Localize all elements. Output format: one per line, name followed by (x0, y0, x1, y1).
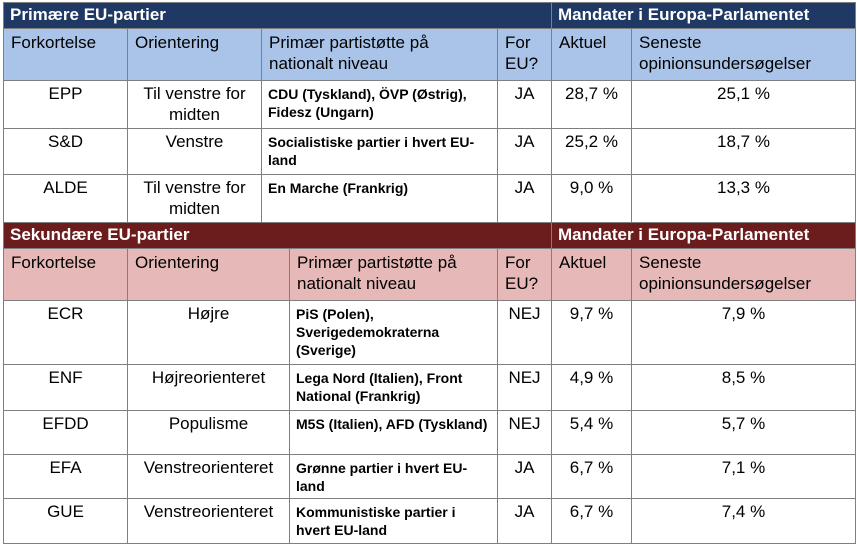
polls-cell: 5,7 % (632, 411, 856, 455)
support-cell: Kommunistiske partier i hvert EU-land (290, 499, 498, 544)
current-cell: 4,9 % (552, 365, 632, 411)
table-row (4, 129, 856, 175)
abbr-cell: S&D (4, 129, 128, 175)
current-cell: 9,7 % (552, 301, 632, 365)
table-row (4, 81, 856, 129)
current-cell: 5,4 % (552, 411, 632, 455)
abbr-cell: EPP (4, 81, 128, 129)
orientation-cell: Venstreorienteret (128, 499, 290, 544)
current-cell: 9,0 % (552, 175, 632, 223)
current-cell: 6,7 % (552, 499, 632, 544)
for-eu-cell: JA (498, 129, 552, 175)
header-abbr: Forkortelse (4, 249, 128, 301)
orientation-cell: Højreorienteret (128, 365, 290, 411)
polls-cell: 18,7 % (632, 129, 856, 175)
header-orientation: Orientering (128, 249, 290, 301)
abbr-cell: ENF (4, 365, 128, 411)
primary-title: Primære EU-partier (4, 3, 552, 29)
primary-title-bar (4, 3, 856, 29)
orientation-cell: Venstre (128, 129, 262, 175)
support-cell: Lega Nord (Italien), Front National (Frankrig) (290, 365, 498, 411)
abbr-cell: EFDD (4, 411, 128, 455)
primary-header-row (4, 29, 856, 81)
table-row (4, 175, 856, 223)
orientation-cell: Til venstre for midten (128, 81, 262, 129)
orientation-cell: Populisme (128, 411, 290, 455)
for-eu-cell: NEJ (498, 301, 552, 365)
for-eu-cell: JA (498, 499, 552, 544)
for-eu-cell: NEJ (498, 411, 552, 455)
header-for-eu: For EU? (498, 29, 552, 81)
current-cell: 6,7 % (552, 455, 632, 499)
support-cell: M5S (Italien), AFD (Tyskland) (290, 411, 498, 455)
abbr-cell: ALDE (4, 175, 128, 223)
abbr-cell: GUE (4, 499, 128, 544)
support-cell: Socialistiske partier i hvert EU-land (262, 129, 498, 175)
party-tables (3, 2, 855, 544)
header-for-eu: For EU? (498, 249, 552, 301)
for-eu-cell: JA (498, 455, 552, 499)
table-row (4, 411, 856, 455)
table-row (4, 301, 856, 365)
secondary-seats-title: Mandater i Europa-Parlamentet (552, 223, 856, 249)
current-cell: 25,2 % (552, 129, 632, 175)
primary-seats-title: Mandater i Europa-Parlamentet (552, 3, 856, 29)
header-current: Aktuel (552, 29, 632, 81)
support-cell: CDU (Tyskland), ÖVP (Østrig), Fidesz (Ungarn) (262, 81, 498, 129)
current-cell: 28,7 % (552, 81, 632, 129)
for-eu-cell: NEJ (498, 365, 552, 411)
table-row (4, 499, 856, 544)
orientation-cell: Højre (128, 301, 290, 365)
header-support: Primær partistøtte på nationalt niveau (262, 29, 498, 81)
support-cell: PiS (Polen), Sverigedemokraterna (Sverige) (290, 301, 498, 365)
table-row (4, 365, 856, 411)
polls-cell: 25,1 % (632, 81, 856, 129)
for-eu-cell: JA (498, 175, 552, 223)
support-cell: Grønne partier i hvert EU-land (290, 455, 498, 499)
secondary-parties-table (3, 222, 856, 544)
table-row (4, 455, 856, 499)
header-support: Primær partistøtte på nationalt niveau (290, 249, 498, 301)
primary-parties-table (3, 2, 856, 223)
header-current: Aktuel (552, 249, 632, 301)
polls-cell: 7,9 % (632, 301, 856, 365)
polls-cell: 13,3 % (632, 175, 856, 223)
abbr-cell: ECR (4, 301, 128, 365)
abbr-cell: EFA (4, 455, 128, 499)
support-cell: En Marche (Frankrig) (262, 175, 498, 223)
polls-cell: 8,5 % (632, 365, 856, 411)
secondary-title: Sekundære EU-partier (4, 223, 552, 249)
header-abbr: Forkortelse (4, 29, 128, 81)
secondary-title-bar (4, 223, 856, 249)
for-eu-cell: JA (498, 81, 552, 129)
polls-cell: 7,1 % (632, 455, 856, 499)
orientation-cell: Venstreorienteret (128, 455, 290, 499)
header-polls: Seneste opinionsundersøgelser (632, 29, 856, 81)
header-orientation: Orientering (128, 29, 262, 81)
header-polls: Seneste opinionsundersøgelser (632, 249, 856, 301)
polls-cell: 7,4 % (632, 499, 856, 544)
secondary-header-row (4, 249, 856, 301)
orientation-cell: Til venstre for midten (128, 175, 262, 223)
